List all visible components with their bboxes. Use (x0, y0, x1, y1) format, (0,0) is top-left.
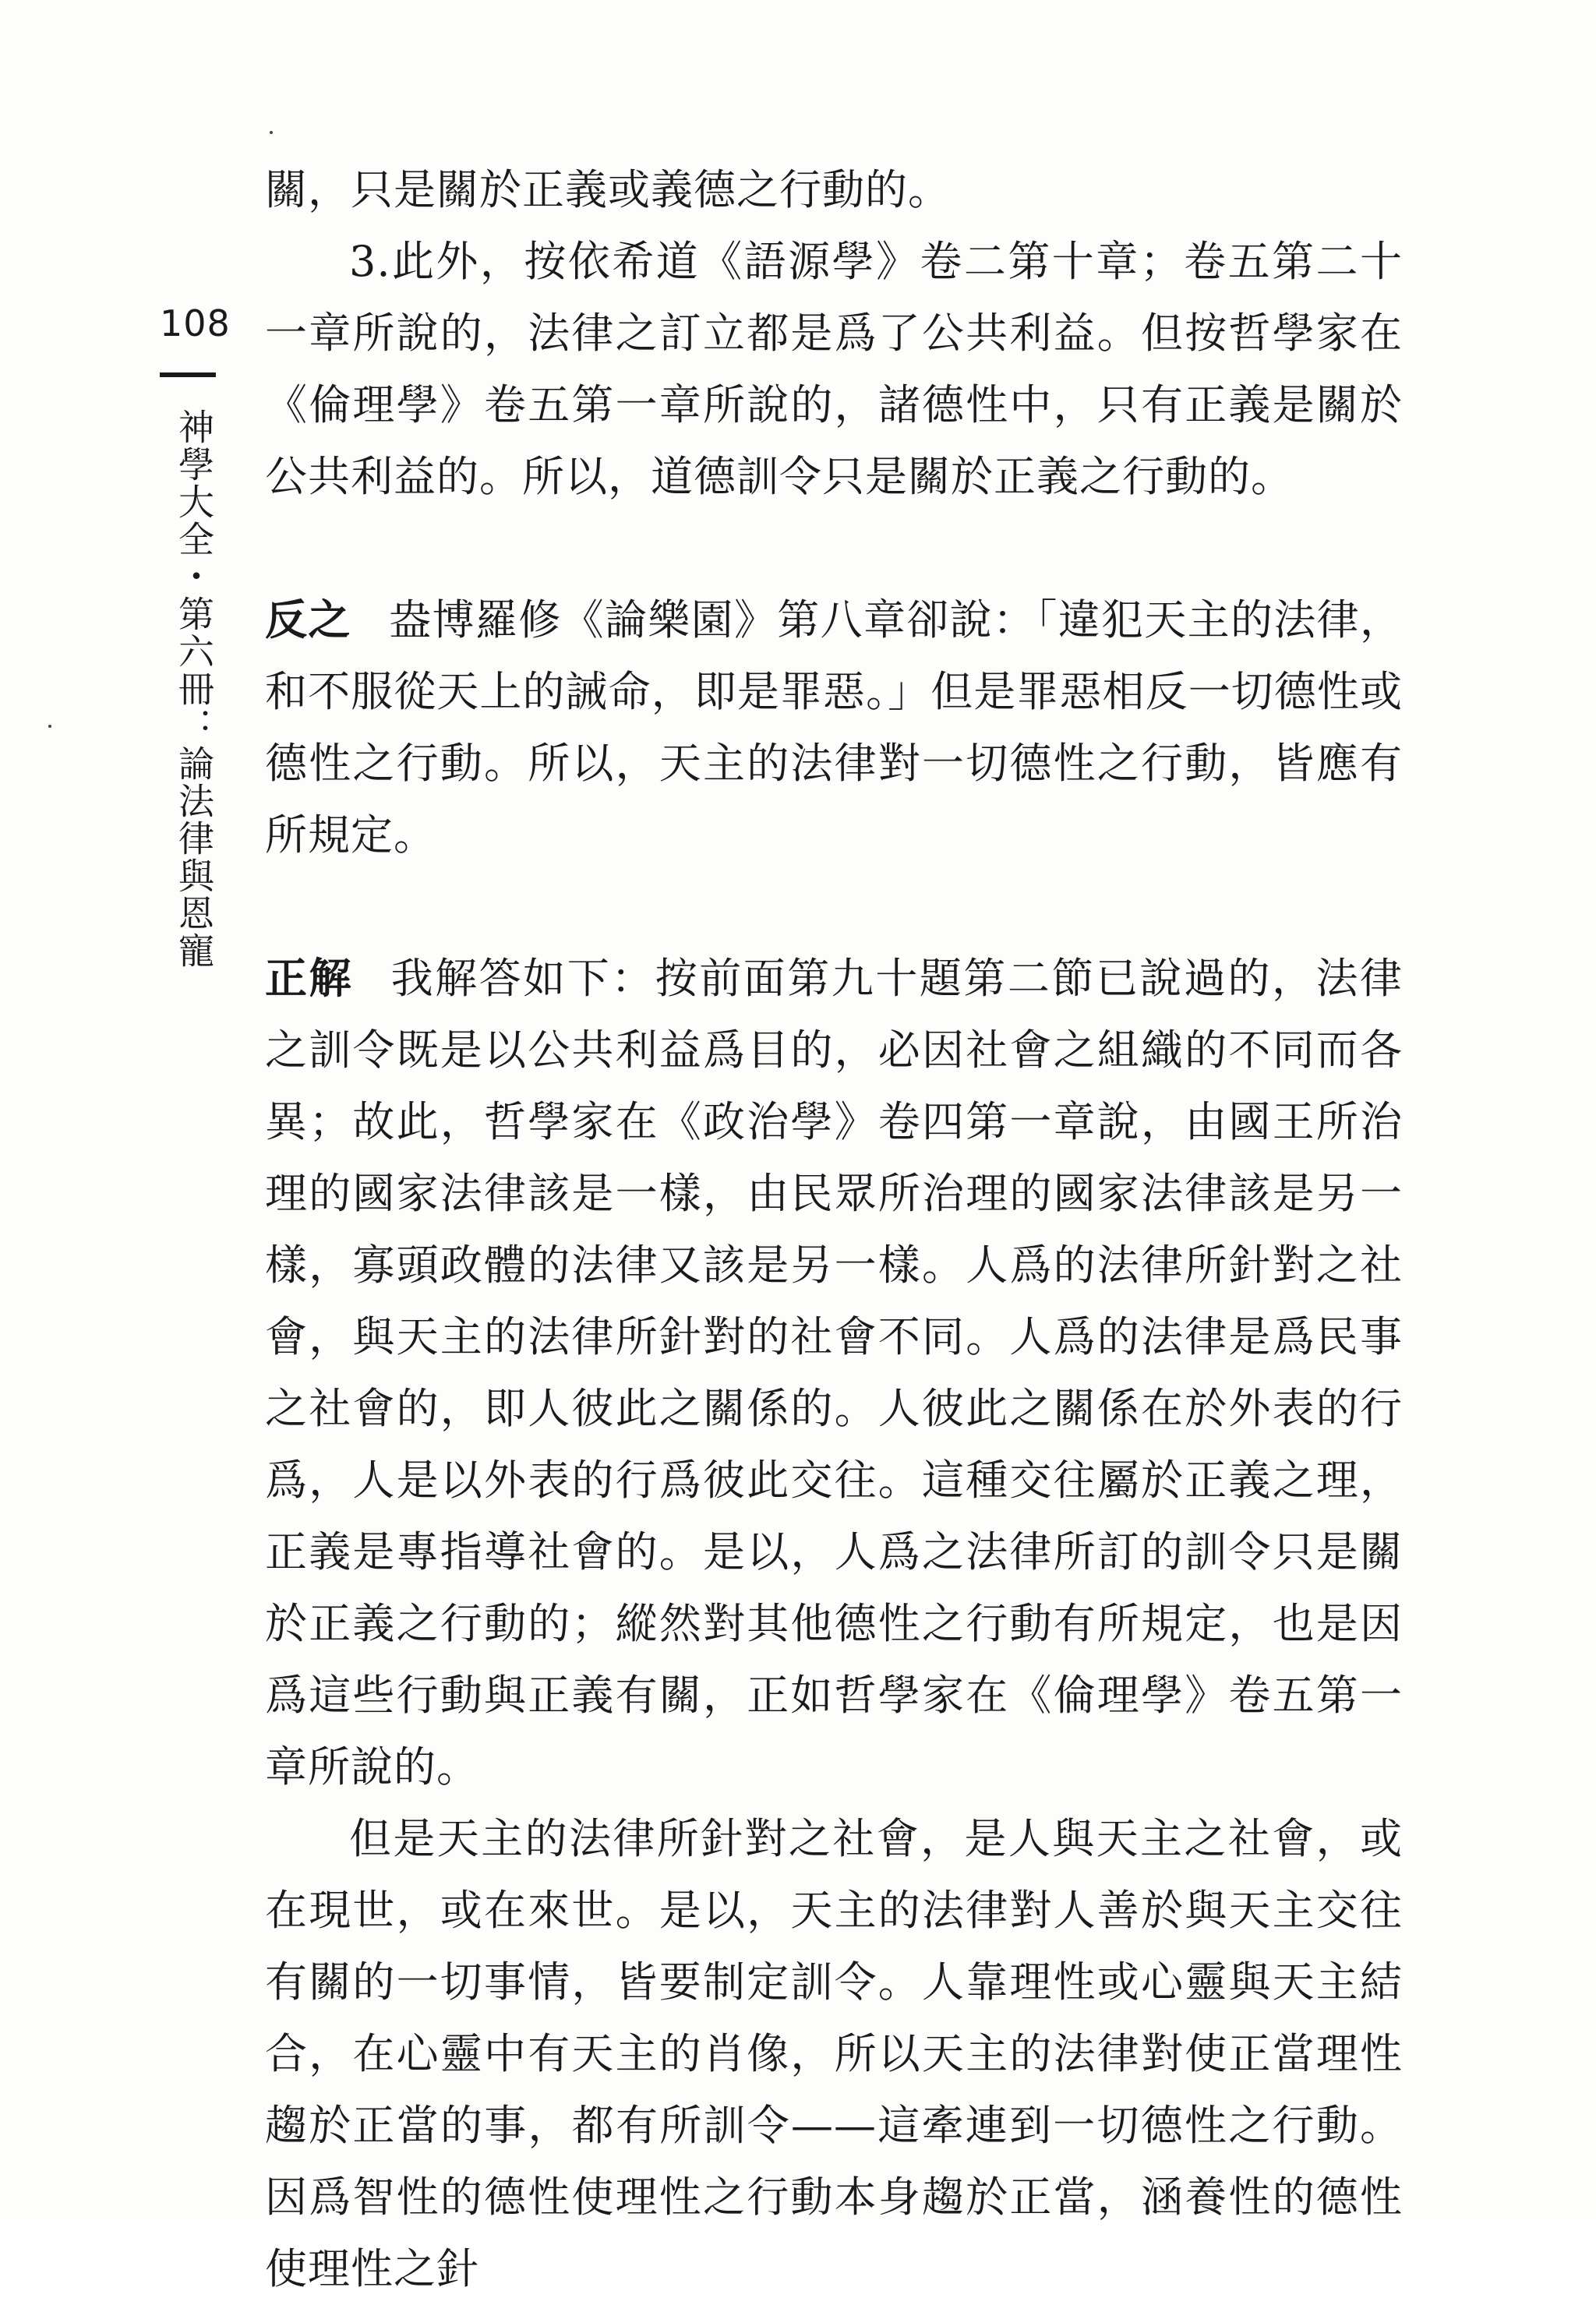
sed-contra-text: 盎博羅修《論樂園》第八章卻說：「違犯天主的法律，和不服從天上的誡命，即是罪惡。」但是罪惡相反一切德性或德性之行動。所以，天主的法律對一切德性之行動，皆應有所規定。 (265, 595, 1404, 860)
margin-rule (160, 372, 216, 377)
respondeo-text: 我解答如下：按前面第九十題第二節已說過的，法律之訓令既是以公共利益爲目的，必因社會之組織的不同而各異；故此，哲學家在《政治學》卷四第一章說，由國王所治理的國家法律該是一樣，由民眾所治理的國家法律該是另一樣，寡頭政體的法律又該是另一樣。人爲的法律所針對之社會，與天主的法律所針對的社會不同。人爲的法律是爲民事之社會的，即人彼此之關係的。人彼此之關係在於外表的行爲，人是以外表的行爲彼此交往。這種交往屬於正義之理，正義是專指導社會的。是以，人爲之法律所訂的訓令只是關於正義之行動的；縱然對其他德性之行動有所規定，也是因爲這些行動與正義有關，正如哲學家在《倫理學》卷五第一章所說的。 (265, 954, 1404, 1791)
paragraph-continuation: 關，只是關於正義或義德之行動的。 (265, 165, 951, 214)
scan-speck (48, 725, 51, 728)
running-title: 神學大全・第六冊：論法律與恩寵 (173, 408, 215, 969)
paragraph-respondeo (265, 943, 1403, 1803)
scan-speck (270, 131, 273, 134)
respondeo-label: 正解 (265, 954, 354, 1003)
paragraph-gap (265, 513, 1403, 584)
paragraph-gap (265, 871, 1403, 943)
paragraph-divine-law: 但是天主的法律所針對之社會，是人與天主之社會，或在現世，或在來世。是以，天主的法律對人善於與天主交往有關的一切事情，皆要制定訓令。人靠理性或心靈與天主結合，在心靈中有天主的肖像，所以天主的法律對使正當理性趨於正當的事，都有所訓令——這牽連到一切德性之行動。因爲智性的德性使理性之行動本身趨於正當，涵養性的德性使理性之針 (265, 1814, 1403, 2293)
paragraph-sed-contra (265, 584, 1403, 871)
sed-contra-label: 反之 (265, 595, 351, 644)
page-number: 108 (160, 302, 231, 344)
body-text (265, 154, 1403, 2305)
paragraph-objection-3: 3.此外，按依希道《語源學》卷二第十章；卷五第二十一章所說的，法律之訂立都是爲了公共利益。但按哲學家在《倫理學》卷五第一章所說的，諸德性中，只有正義是關於公共利益的。所以，道德訓令只是關於正義之行動的。 (265, 237, 1403, 501)
